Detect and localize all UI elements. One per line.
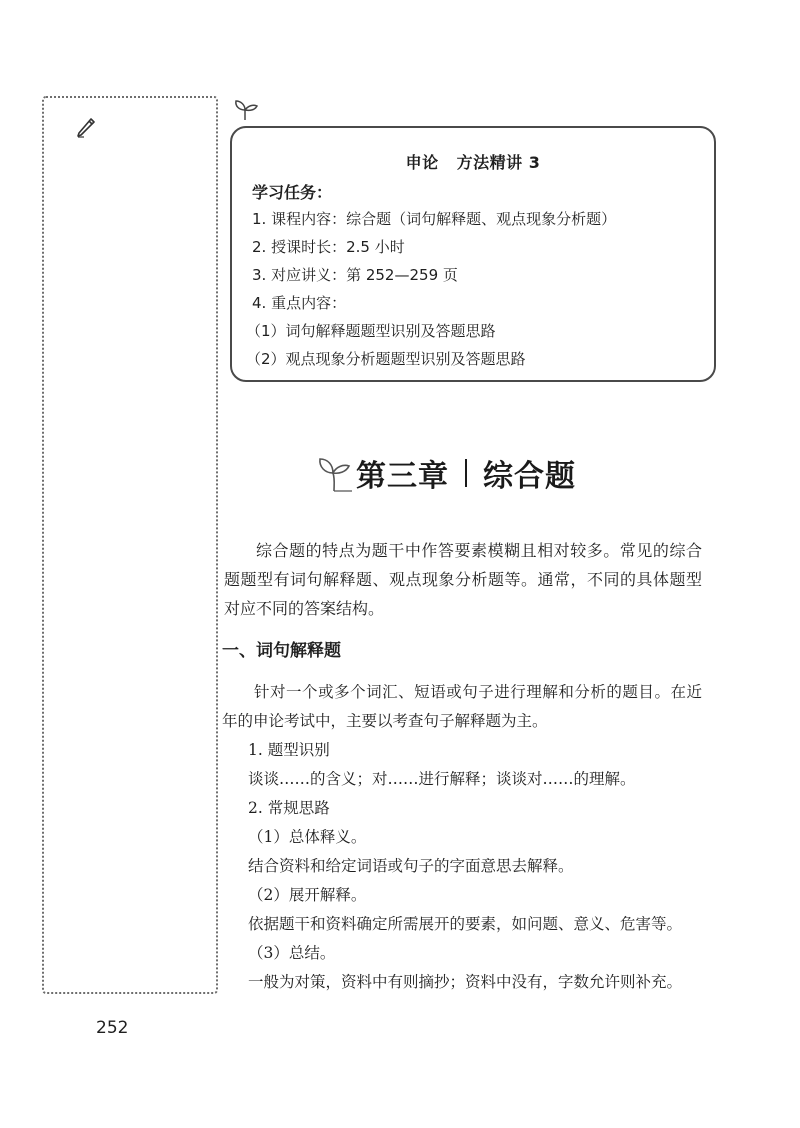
task-subitem: （1）词句解释题题型识别及答题思路 [246, 322, 496, 340]
content-line: 结合资料和给定词语或句子的字面意思去解释。 [248, 857, 574, 875]
content-line: 一般为对策，资料中有则摘抄；资料中没有，字数允许则补充。 [248, 973, 683, 991]
sprout-icon [314, 453, 354, 493]
intro-paragraph: 综合题的特点为题干中作答要素模糊且相对较多。常见的综合题题型有词句解释题、观点现象分析题等。通常，不同的具体题型对应不同的答案结构。 [224, 541, 702, 618]
content-line: 1. 题型识别 [248, 741, 330, 759]
sprout-icon [232, 98, 260, 122]
notes-margin [42, 96, 218, 994]
content-line: 2. 常规思路 [248, 799, 330, 817]
task-item: 4. 重点内容： [252, 294, 347, 312]
task-item: 2. 授课时长：2.5 小时 [252, 238, 405, 256]
content-line: （2）展开解释。 [248, 886, 367, 904]
task-box-title: 申论 方法精讲 3 [405, 153, 541, 172]
learning-task-box [230, 126, 716, 382]
task-heading: 学习任务： [252, 183, 333, 202]
task-subitem: （2）观点现象分析题题型识别及答题思路 [246, 350, 526, 368]
title-divider [465, 459, 467, 487]
content-line: （1）总体释义。 [248, 828, 367, 846]
section-description: 针对一个或多个词汇、短语或句子进行理解和分析的题目。在近年的申论考试中，主要以考查句子解释题为主。 [222, 683, 702, 730]
chapter-label: 第三章 [356, 459, 449, 494]
section-heading: 一、词句解释题 [222, 641, 341, 661]
chapter-title [314, 450, 576, 496]
task-item: 1. 课程内容：综合题（词句解释题、观点现象分析题） [252, 210, 617, 228]
content-line: 谈谈……的含义；对……进行解释；谈谈对……的理解。 [248, 770, 636, 788]
content-line: 依据题干和资料确定所需展开的要素，如问题、意义、危害等。 [248, 915, 683, 933]
task-item: 3. 对应讲义：第 252—259 页 [252, 266, 458, 284]
content-line: （3）总结。 [248, 944, 336, 962]
chapter-name: 综合题 [483, 459, 576, 494]
pencil-icon [74, 114, 98, 138]
page-number: 252 [96, 1018, 129, 1038]
